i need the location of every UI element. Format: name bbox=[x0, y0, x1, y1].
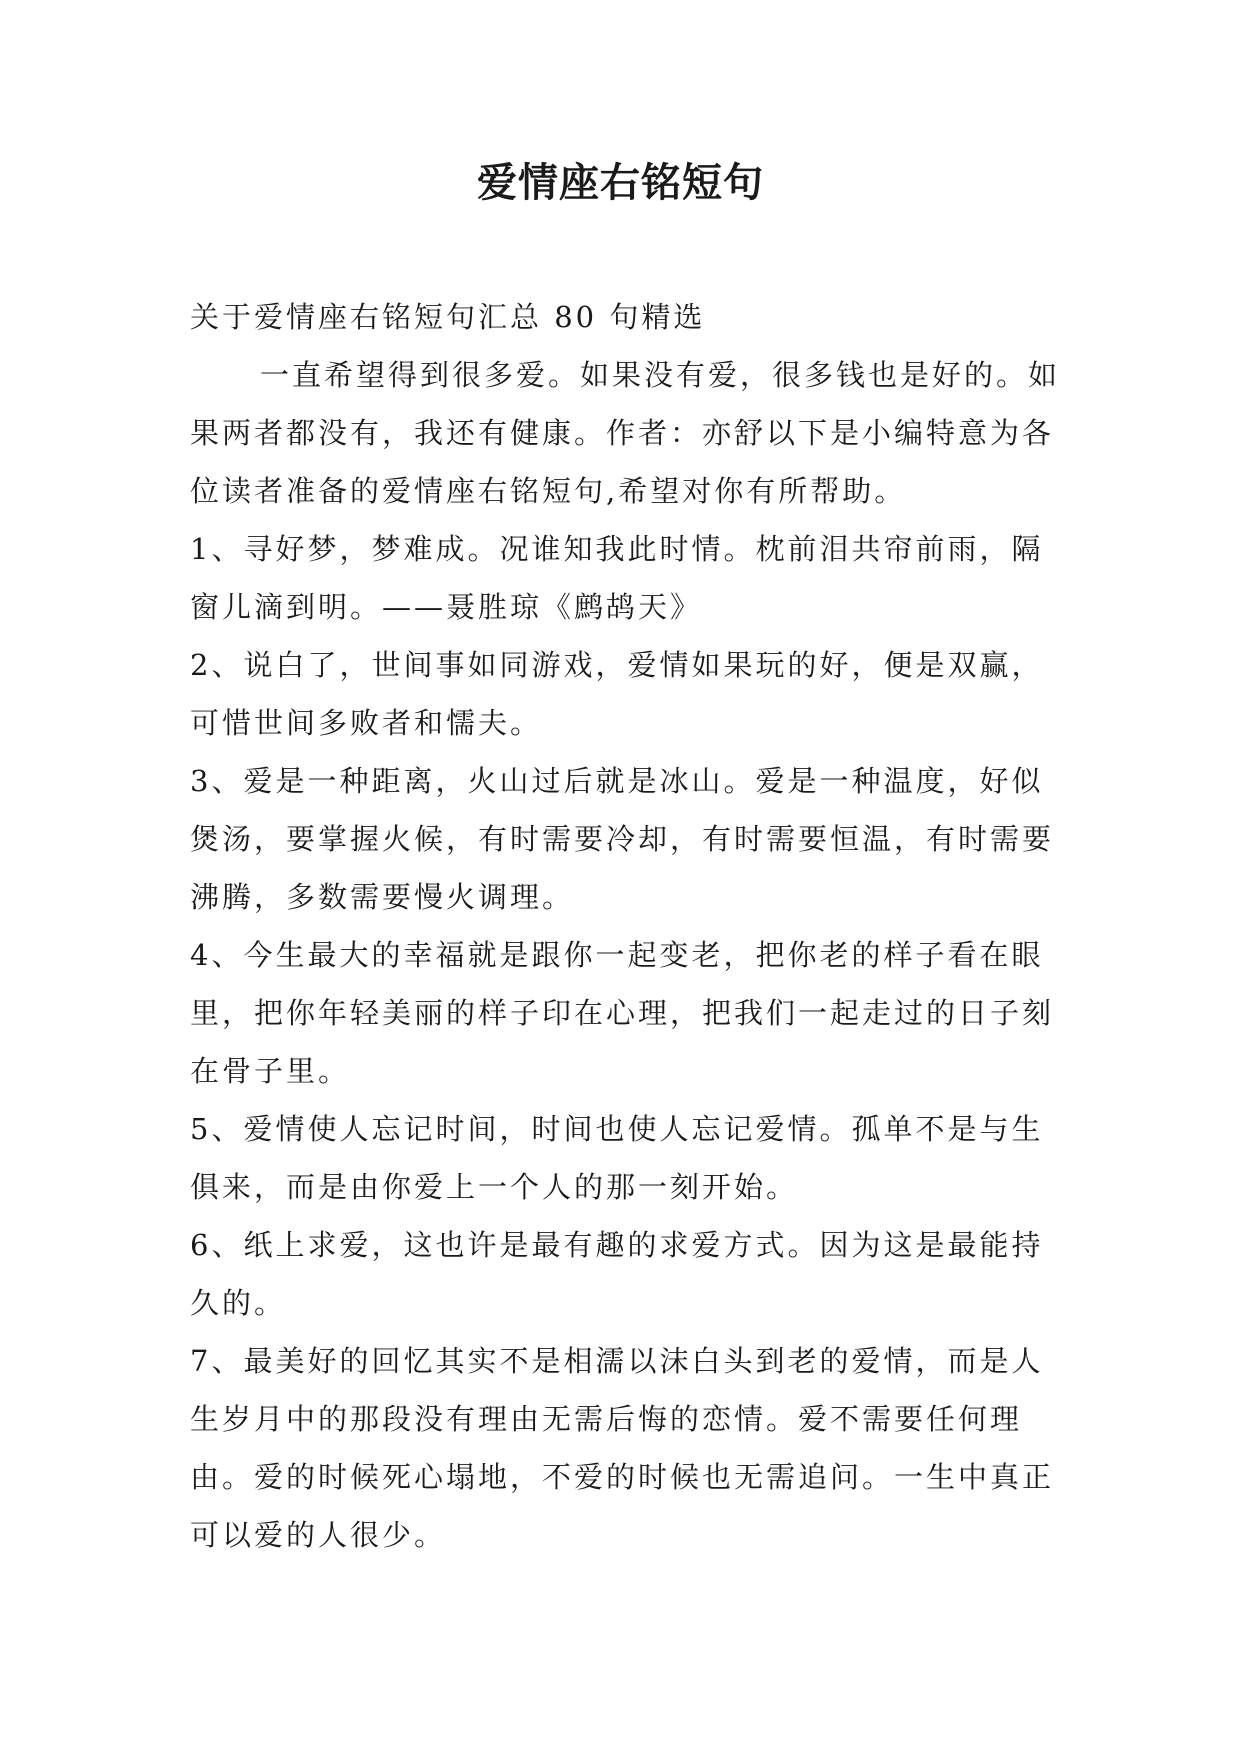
quote-item-6: 6、纸上求爱，这也许是最有趣的求爱方式。因为这是最能持久的。 bbox=[190, 1228, 1044, 1320]
quote-item-1: 1、寻好梦，梦难成。况谁知我此时情。枕前泪共帘前雨，隔窗儿滴到明。——聂胜琼《鹧鸪天》 bbox=[190, 532, 1044, 624]
quote-item-7: 7、最美好的回忆其实不是相濡以沫白头到老的爱情，而是人生岁月中的那段没有理由无需后悔的恋情。爱不需要任何理由。爱的时候死心塌地，不爱的时候也无需追问。一生中真正可以爱的人很少。 bbox=[190, 1344, 1055, 1552]
quote-item-4: 4、今生最大的幸福就是跟你一起变老，把你老的样子看在眼里，把你年轻美丽的样子印在心理，把我们一起走过的日子刻在骨子里。 bbox=[190, 938, 1055, 1088]
quote-item-2: 2、说白了，世间事如同游戏，爱情如果玩的好，便是双赢，可惜世间多败者和懦夫。 bbox=[190, 648, 1044, 740]
document-title: 爱情座右铭短句 bbox=[477, 160, 764, 206]
document-subtitle: 关于爱情座右铭短句汇总 80 句精选 bbox=[190, 300, 706, 334]
document-body bbox=[190, 288, 1070, 1564]
quote-item-3: 3、爱是一种距离，火山过后就是冰山。爱是一种温度，好似煲汤，要掌握火候，有时需要冷却，有时需要恒温，有时需要沸腾，多数需要慢火调理。 bbox=[190, 764, 1055, 914]
quote-item-5: 5、爱情使人忘记时间，时间也使人忘记爱情。孤单不是与生俱来，而是由你爱上一个人的那一刻开始。 bbox=[190, 1112, 1044, 1204]
intro-paragraph: 一直希望得到很多爱。如果没有爱，很多钱也是好的。如果两者都没有，我还有健康。作者：亦舒以下是小编特意为各位读者准备的爱情座右铭短句,希望对你有所帮助。 bbox=[190, 358, 1061, 508]
